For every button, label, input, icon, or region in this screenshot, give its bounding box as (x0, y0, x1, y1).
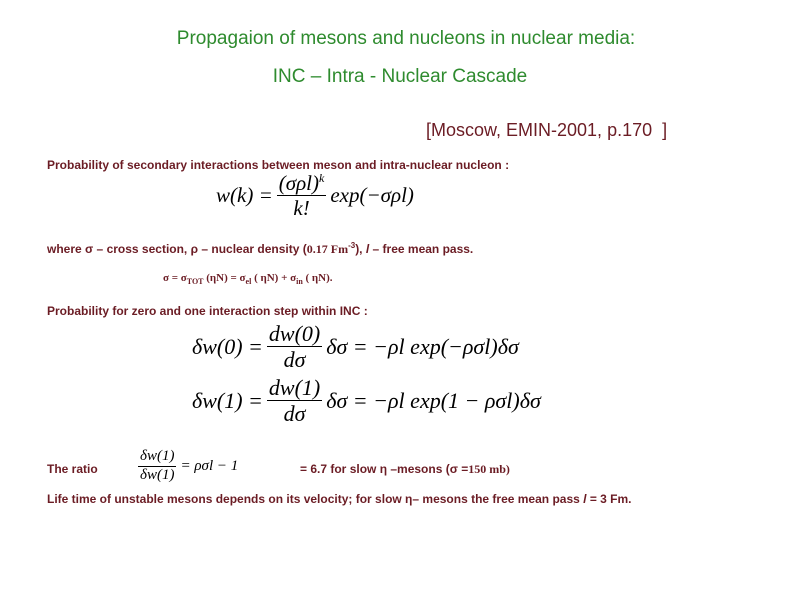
lifetime-text: Life time of unstable mesons depends on its velocity; for slow η– mesons the free mean pass l = 3 Fm. (47, 492, 632, 506)
equation-delta-w1 (192, 376, 541, 425)
eq2-rhs: δσ = −ρl exp(−ρσl)δσ (326, 333, 519, 359)
equation-ratio (134, 449, 238, 484)
ratio-label: The ratio (47, 462, 98, 476)
eq3-rhs: δσ = −ρl exp(1 − ρσl)δσ (326, 387, 541, 413)
eq3-denominator: dσ (283, 401, 306, 427)
title-line-1: Propagaion of mesons and nucleons in nuclear media: (176, 28, 636, 49)
eq2-numerator: dw(0) (268, 321, 321, 346)
eq3-lhs: δw(1) = (192, 387, 263, 413)
ratio-result: = 6.7 for slow η –mesons (σ =150 mb) (300, 462, 510, 476)
prob-secondary-text: Probability of secondary interactions between meson and intra-nuclear nucleon : (47, 158, 510, 172)
title-line-2: INC – Intra - Nuclear Cascade (272, 66, 528, 87)
eq4-rhs: = ρσl − 1 (180, 457, 239, 474)
eq2-denominator: dσ (283, 347, 306, 373)
eq4-numerator: δw(1) (138, 449, 176, 467)
eq1-numerator: $(\sigma\rho l)^k$ (278, 171, 325, 195)
equation-w-k (216, 172, 414, 219)
eq2-lhs: δw(0) = (192, 333, 263, 359)
equation-delta-w0 (192, 322, 519, 371)
where-text: where σ – cross section, ρ – nuclear density (0.17 $Fm^{-3}$), l – free mean pass. (47, 241, 474, 256)
eq4-denominator: δw(1) (140, 466, 175, 483)
eq1-fraction (277, 172, 327, 219)
prob-zero-one-text: Probability for zero and one interaction step within INC : (47, 304, 368, 318)
reference: [Moscow, EMIN-2001, p.170 ] (426, 120, 668, 140)
eq4-fraction (138, 449, 176, 484)
eq1-lhs: w(k) = (216, 183, 273, 208)
eq2-fraction (267, 322, 322, 371)
eq1-denominator: k! (293, 196, 310, 221)
sigma-decomposition: $\sigma = \sigma_{TOT}$ $(\eta N) = \sigma_{el}$ ( $\eta N) + \sigma_{in}$ ( ηN). (163, 272, 333, 287)
eq3-fraction (267, 376, 322, 425)
eq1-rhs: exp(−σρl) (330, 183, 414, 208)
eq3-numerator: dw(1) (268, 375, 321, 400)
